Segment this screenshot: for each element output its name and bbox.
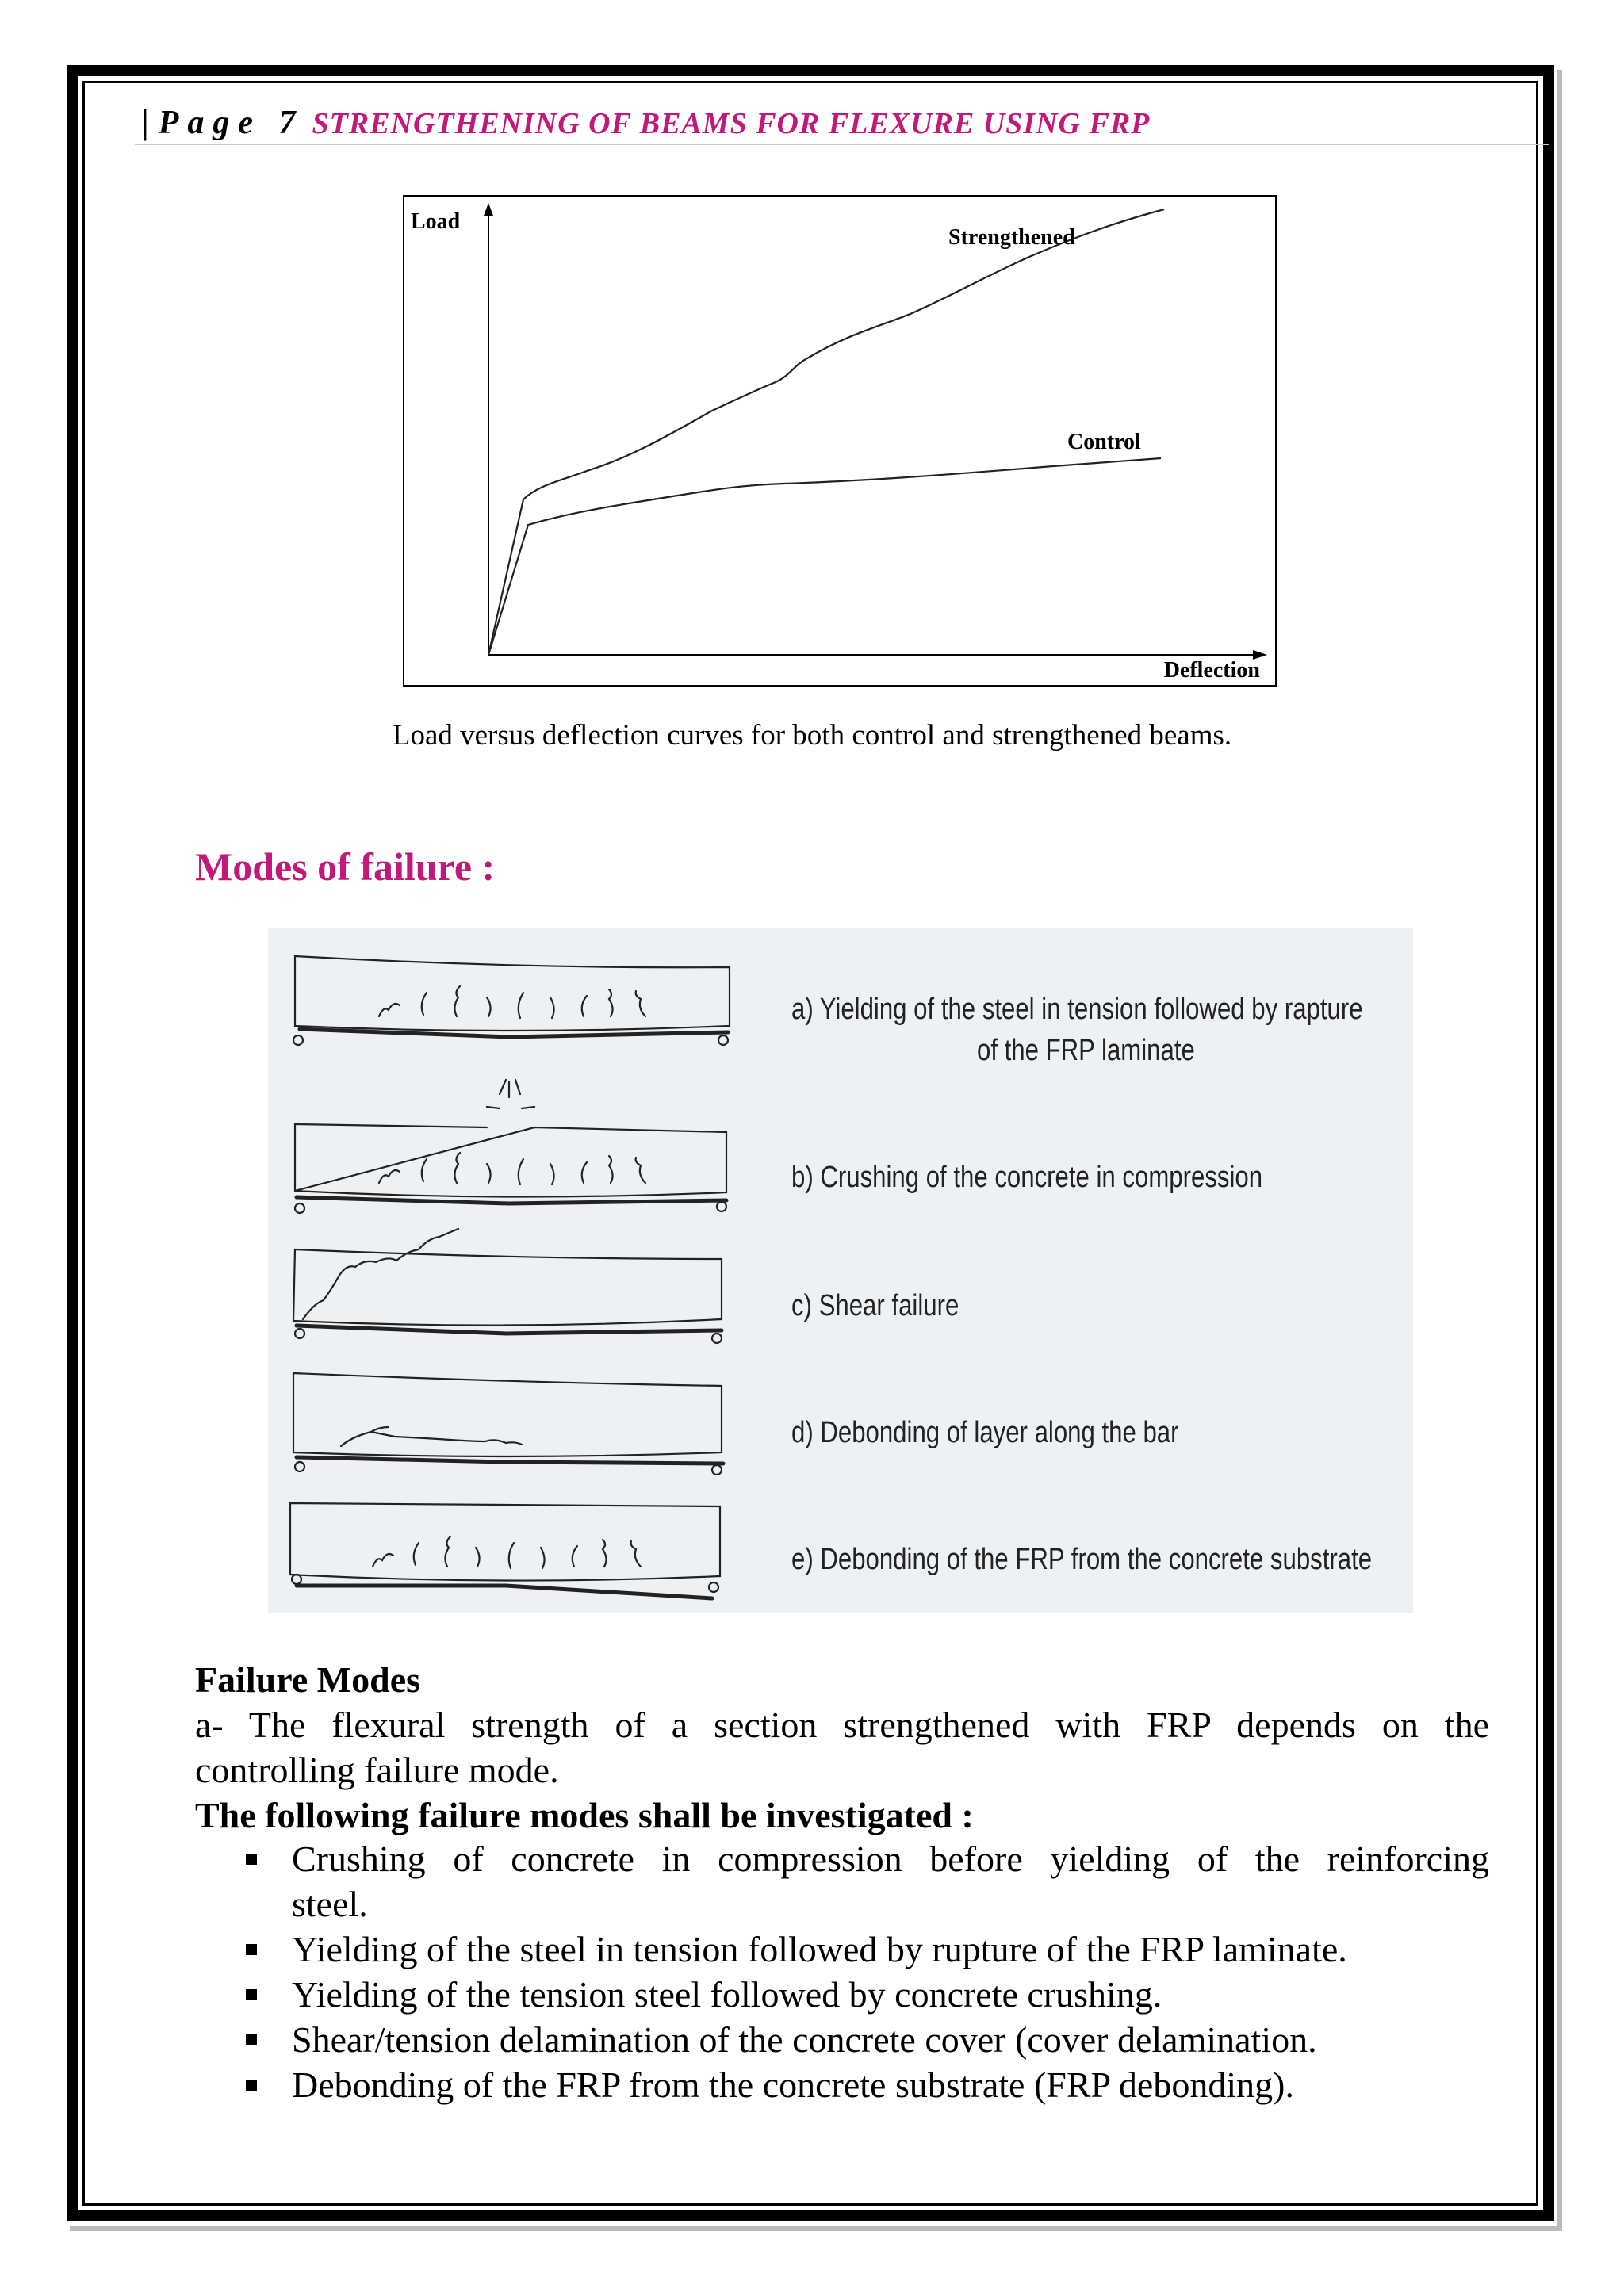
- series-label-strengthened: Strengthened: [948, 225, 1075, 250]
- load-deflection-chart: [403, 195, 1277, 687]
- figure-caption: Load versus deflection curves for both control and strengthened beams.: [392, 719, 1232, 752]
- header-bar: |: [141, 102, 149, 141]
- list-item: [246, 1836, 1489, 1927]
- page-header: [141, 101, 1150, 143]
- bullet-square-icon: [246, 2080, 257, 2091]
- list-item: [246, 1927, 1489, 1972]
- mode-label-a-line1: a) Yielding of the steel in tension followed by rapture: [791, 993, 1363, 1026]
- failure-modes-list: [246, 1836, 1489, 2107]
- list-item-text: Yielding of the steel in tension followed by rupture of the FRP laminate.: [292, 1929, 1347, 1969]
- list-item-text-line2: steel.: [292, 1884, 368, 1924]
- failure-modes-subheading: The following failure modes shall be investigated :: [195, 1795, 974, 1835]
- failure-modes-paragraph-line2: controlling failure mode.: [195, 1750, 559, 1790]
- y-axis-label: Load: [411, 209, 461, 234]
- mode-label-d: d) Debonding of layer along the bar: [791, 1416, 1179, 1449]
- list-item: [246, 1972, 1489, 2017]
- mode-label-a-line2: of the FRP laminate: [977, 1034, 1195, 1067]
- list-item-text: Shear/tension delamination of the concrete cover (cover delamination.: [292, 2019, 1317, 2060]
- beam-drawings: [268, 928, 1413, 1613]
- chart-svg: [403, 195, 1277, 687]
- bullet-square-icon: [246, 1989, 257, 2000]
- list-item: [246, 2017, 1489, 2062]
- mode-label-b: b) Crushing of the concrete in compression: [791, 1161, 1263, 1194]
- bullet-square-icon: [246, 1944, 257, 1955]
- chart-frame: [404, 196, 1276, 686]
- series-label-control: Control: [1067, 430, 1141, 454]
- list-item-text-line1: Crushing of concrete in compression before yielding of the reinforcing: [292, 1839, 1489, 1879]
- failure-modes-heading: Failure Modes: [195, 1659, 421, 1700]
- bullet-square-icon: [246, 2034, 257, 2045]
- header-rule: [135, 144, 1549, 145]
- list-item-text: Debonding of the FRP from the concrete substrate (FRP debonding).: [292, 2064, 1294, 2105]
- mode-label-c: c) Shear failure: [791, 1289, 959, 1322]
- failure-modes-paragraph-line1: a- The flexural strength of a section strengthened with FRP depends on the: [195, 1705, 1489, 1745]
- failure-modes-figure: [268, 928, 1413, 1613]
- mode-label-e: e) Debonding of the FRP from the concrete substrate: [791, 1543, 1373, 1576]
- beam-diagram-a: [293, 956, 730, 1045]
- list-item-text: Yielding of the tension steel followed by concrete crushing.: [292, 1974, 1162, 2015]
- x-axis-label: Deflection: [1163, 658, 1260, 683]
- beam-diagram-c: [293, 1229, 722, 1343]
- beam-diagram-e: [290, 1503, 720, 1598]
- beam-diagram-d: [293, 1373, 723, 1475]
- list-item: [246, 2062, 1489, 2107]
- bullet-square-icon: [246, 1854, 257, 1865]
- section-heading: Modes of failure :: [195, 844, 496, 889]
- beam-diagram-b: [295, 1080, 726, 1213]
- document-title: STRENGTHENING OF BEAMS FOR FLEXURE USING FRP: [312, 107, 1151, 140]
- page-number: Page 7: [158, 105, 304, 141]
